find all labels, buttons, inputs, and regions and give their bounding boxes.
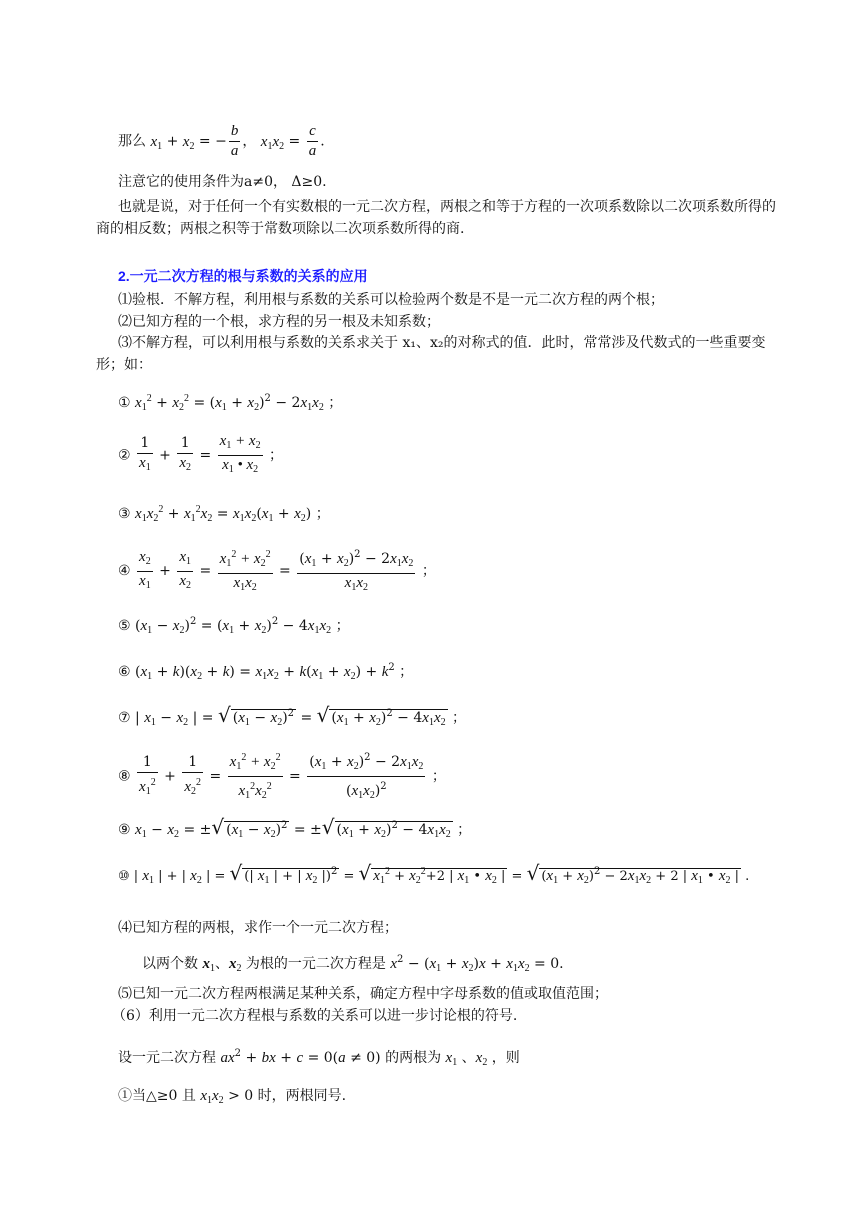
usage-condition: 注意它的使用条件为a≠0， Δ≥0. bbox=[118, 174, 327, 190]
identity-10: ⑩ | $x_1$ | + | $x_2$ | = √ (| $x_1$ | + | $x_2$ |)$^2$ = √ $x_1^2 + x_2^2+2$ | $x_1$ • $x_2$ | = √ $(x_1 + x_2)^2 - 2x_1x_2 + 2$ | $x_1$ • $x_2$ | . bbox=[118, 861, 750, 886]
explanation-paragraph: 也就是说，对于任何一个有实数根的一元二次方程，两根之和等于方程的一次项系数除以二次项系数所得的商的相反数；两根之积等于常数项除以二次项系数所得的商. bbox=[96, 199, 776, 237]
section-heading: 2.一元二次方程的根与系数的关系的应用 bbox=[118, 268, 368, 284]
identity-8: ⑧ $\frac{1}{x_1^2}$ + $\frac{1}{x_2^2}$ = $\frac{x_1^2 + x_2^2}{x_1^2x_2^2}$ = $\frac{(x_1 + x_2)^2 - 2x_1x_2}{(x_1x_2)^2}$ ； bbox=[118, 748, 446, 805]
identity-9: ⑨ $x_1 - x_2$ = ±√ $(x_1 - x_2)^2$ = ±√ $(x_1 + x_2)^2 - 4x_1x_2$ ； bbox=[118, 815, 472, 840]
identity-1: ① $x_1^2 + x_2^2 = (x_1 + x_2)^2 - 2x_1x_2$ ； bbox=[118, 393, 343, 413]
build-equation-line: 以两个数 $x_1$、$x_2$ 为根的一元二次方程是 $x^2 - (x_1 + x_2)x + x_1x_2 = 0$. bbox=[142, 954, 564, 974]
identity-4: ④ $\frac{x_2}{x_1}$ + $\frac{x_1}{x_2}$ = $\frac{x_1^2 + x_2^2}{x_1x_2}$ = $\frac{(x_1 + x_2)^2 - 2x_1x_2}{x_1x_2}$ ； bbox=[118, 545, 436, 597]
sign-rule-1: ①当△≥0 且 $x_1x_2 > 0$ 时，两根同号. bbox=[118, 1088, 347, 1106]
application-item-6: （6）利用一元二次方程根与系数的关系可以进一步讨论根的符号. bbox=[112, 1008, 518, 1024]
application-item-5: ⑸已知一元二次方程两根满足某种关系，确定方程中字母系数的值或取值范围； bbox=[118, 986, 608, 1002]
application-item-4: ⑷已知方程的两根，求作一个一元二次方程； bbox=[118, 920, 398, 936]
identity-3: ③ $x_1x_2^2 + x_1^2x_2 = x_1x_2(x_1 + x_2)$ ； bbox=[118, 504, 330, 524]
setup-line: 设一元二次方程 $ax^2$ + bx + c = 0(a ≠ 0) 的两根为 $x_1$ 、$x_2$ ，则 bbox=[118, 1048, 520, 1068]
application-item-2: ⑵已知方程的一个根，求方程的另一根及未知系数； bbox=[118, 314, 440, 330]
identity-2: ② $\frac{1}{x_1}$ + $\frac{1}{x_2}$ = $\frac{x_1 + x_2}{x_1 • x_2}$ ； bbox=[118, 433, 284, 475]
application-item-1: ⑴验根．不解方程，利用根与系数的关系可以检验两个数是不是一元二次方程的两个根； bbox=[118, 292, 664, 308]
identity-6: ⑥ $(x_1 + k)(x_2 + k) = x_1x_2 + k(x_1 + x_2) + k^2$ ； bbox=[118, 662, 414, 682]
identity-7: ⑦ | $x_1 - x_2$ | = √ $(x_1 - x_2)^2$ = √ $(x_1 + x_2)^2 - 4x_1x_2$ ； bbox=[118, 703, 467, 728]
vieta-lead: 那么 bbox=[118, 133, 146, 150]
identity-5: ⑤ $(x_1 - x_2)^2 = (x_1 + x_2)^2 - 4x_1x_2$ ； bbox=[118, 616, 350, 636]
vieta-formula: 那么 $x_1 + x_2$ = − $\frac{b}{a}$ ， $x_1x_2$ = $\frac{c}{a}$ . bbox=[118, 123, 325, 159]
application-item-3: ⑶不解方程，可以利用根与系数的关系求关于 x₁、x₂的对称式的值．此时，常常涉及代数式的一些重要变形；如： bbox=[96, 335, 766, 373]
